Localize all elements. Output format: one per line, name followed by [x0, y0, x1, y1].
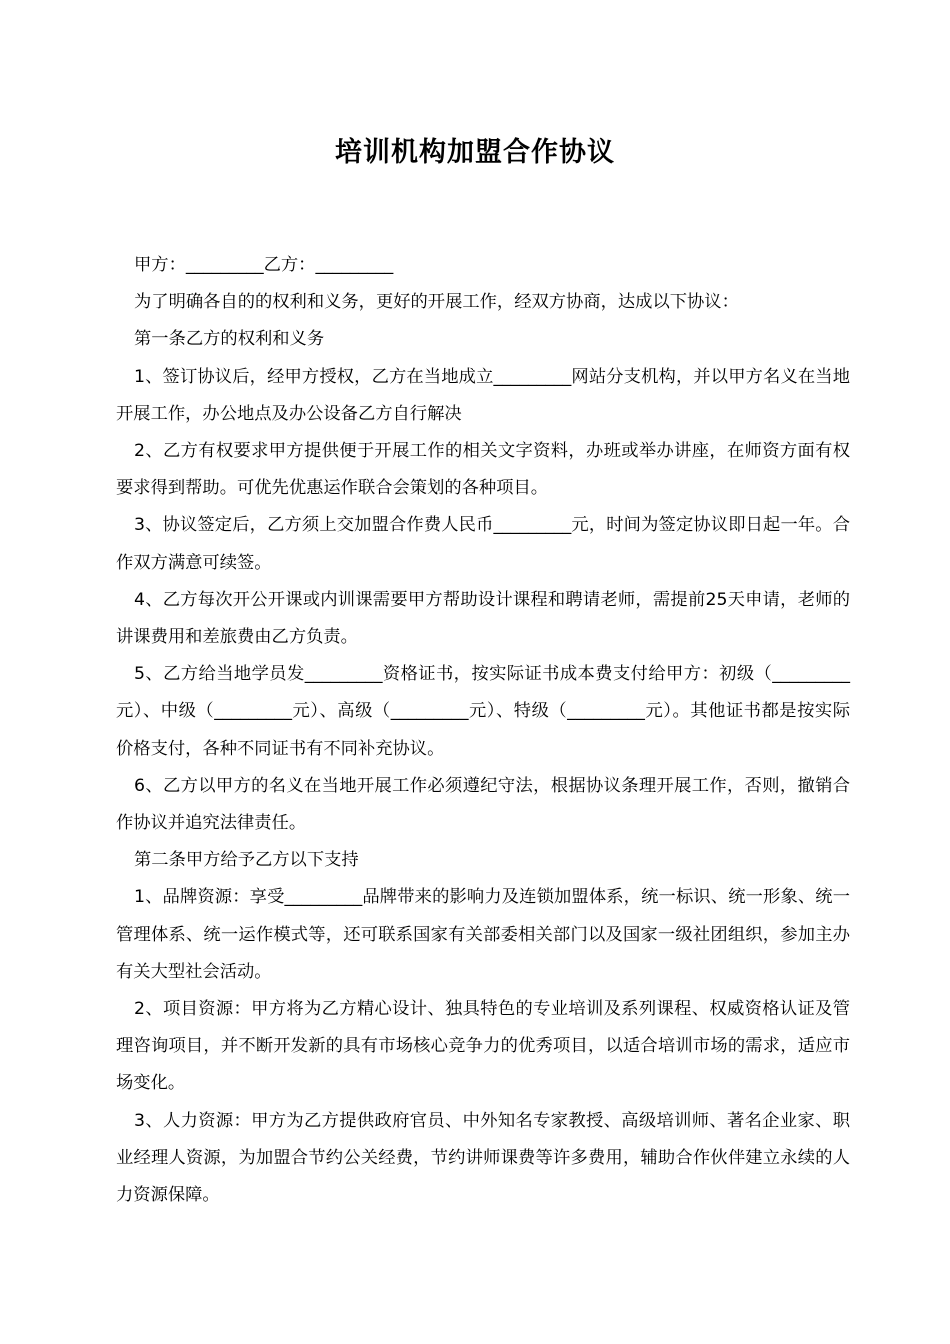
article-2-clause-1: 1、品牌资源：享受_________品牌带来的影响力及连锁加盟体系，统一标识、统一形象、统一管理体系、统一运作模式等，还可联系国家有关部委相关部门以及国家一级社团组织，参加主办有关大型社会活动。 [116, 887, 850, 982]
document-body [116, 247, 850, 1214]
article-2-clause-2: 2、项目资源：甲方将为乙方精心设计、独具特色的专业培训及系列课程、权威资格认证及管理咨询项目，并不断开发新的具有市场核心竞争力的优秀项目，以适合培训市场的需求，适应市场变化。 [116, 999, 850, 1094]
article-2-heading: 第二条甲方给予乙方以下支持 [134, 850, 359, 871]
party-line: 甲方：_________乙方：_________ [134, 255, 394, 275]
article-2-clause-3: 3、人力资源：甲方为乙方提供政府官员、中外知名专家教授、高级培训师、著名企业家、职业经理人资源，为加盟合节约公关经费，节约讲师课费等许多费用，辅助合作伙伴建立永续的人力资源保障。 [116, 1110, 850, 1206]
preamble-paragraph: 为了明确各自的的权利和义务，更好的开展工作，经双方协商，达成以下协议： [134, 292, 739, 313]
article-1-heading: 第一条乙方的权利和义务 [134, 329, 325, 350]
article-1-clause-1: 1、签订协议后，经甲方授权，乙方在当地成立_________网站分支机构，并以甲方名义在当地开展工作，办公地点及办公设备乙方自行解决 [116, 366, 850, 424]
article-1-clause-5: 5、乙方给当地学员发_________资格证书，按实际证书成本费支付给甲方：初级（_________元）、中级（_________元）、高级（_________元）、特级（_________元）。其他证书都是按实际价格支付，各种不同证书有不同补充协议。 [116, 664, 850, 759]
document-title: 培训机构加盟合作协议 [335, 137, 615, 168]
article-1-clause-6: 6、乙方以甲方的名义在当地开展工作必须遵纪守法，根据协议条理开展工作，否则，撤销合作协议并追究法律责任。 [116, 775, 850, 834]
article-1-clause-2: 2、乙方有权要求甲方提供便于开展工作的相关文字资料，办班或举办讲座，在师资方面有权要求得到帮助。可优先优惠运作联合会策划的各种项目。 [116, 441, 850, 499]
article-1-clause-3: 3、协议签定后，乙方须上交加盟合作费人民币_________元，时间为签定协议即日起一年。合作双方满意可续签。 [116, 515, 850, 573]
article-1-clause-4: 4、乙方每次开公开课或内训课需要甲方帮助设计课程和聘请老师，需提前25天申请，老师的讲课费用和差旅费由乙方负责。 [116, 589, 850, 648]
